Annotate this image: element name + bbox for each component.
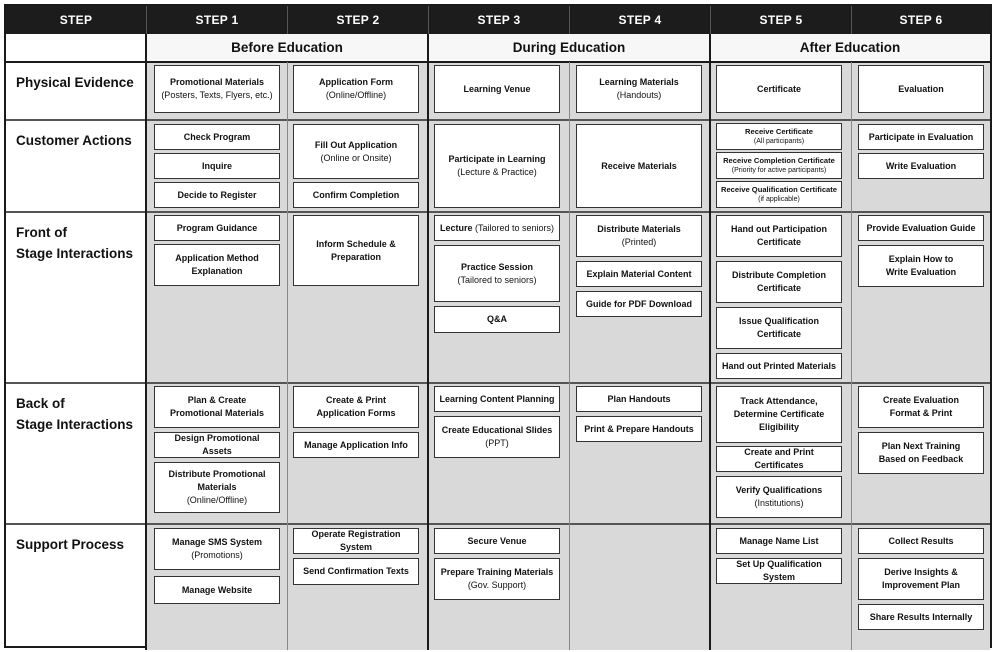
blueprint-card — [716, 261, 842, 303]
blueprint-card — [154, 528, 280, 570]
card-title: Manage SMS System — [171, 537, 263, 547]
blueprint-card — [858, 245, 984, 287]
card-title: Secure Venue — [467, 535, 527, 546]
card-title: Program Guidance — [176, 222, 258, 233]
blueprint-card — [154, 182, 280, 208]
blueprint-card — [858, 432, 984, 474]
card-title: Verify Qualifications — [735, 485, 823, 495]
header-step-label: STEP — [6, 6, 146, 34]
blueprint-card — [293, 558, 419, 585]
card-subtitle: (Gov. Support) — [467, 580, 527, 590]
card-subtitle: (Online/Offline) — [186, 495, 248, 505]
row-physical-evidence: Physical Evidence — [16, 75, 134, 90]
card-title: Send Confirmation Texts — [303, 566, 409, 576]
card-title: Receive Qualification Certificate — [720, 185, 838, 194]
blueprint-card — [716, 353, 842, 379]
card-title: Fill Out Application — [314, 139, 398, 150]
row-customer-actions: Customer Actions — [16, 133, 132, 148]
card-title: Receive Completion Certificate — [723, 156, 835, 165]
blueprint-card — [716, 123, 842, 150]
blueprint-card — [293, 182, 419, 208]
card-title: Confirm Completion — [312, 189, 400, 200]
blueprint-card — [716, 476, 842, 518]
card-title: Practice Session — [460, 261, 534, 272]
blueprint-card — [434, 215, 560, 241]
card-title: Q&A — [487, 314, 507, 324]
blueprint-card — [154, 462, 280, 513]
blueprint-card — [434, 65, 560, 113]
card-title: Distribute Promotional Materials — [168, 469, 266, 492]
blueprint-card — [293, 386, 419, 428]
card-title: Plan & Create Promotional Materials — [169, 395, 265, 418]
blueprint-card — [154, 215, 280, 241]
card-title: Distribute Completion Certificate — [732, 270, 826, 293]
card-title: Design Promotional Assets — [174, 433, 260, 456]
blueprint-card — [716, 446, 842, 472]
card-title: Receive Certificate — [745, 127, 813, 136]
blueprint-card — [154, 432, 280, 458]
card-title: Receive Materials — [601, 160, 677, 171]
card-title: Create Educational Slides — [441, 425, 553, 435]
card-title: Explain How to Write Evaluation — [885, 254, 957, 277]
blueprint-card — [858, 604, 984, 630]
blueprint-card — [154, 244, 280, 286]
blueprint-card — [716, 215, 842, 257]
card-title: Manage Website — [181, 584, 253, 595]
card-title: Issue Qualification Certificate — [738, 316, 820, 339]
card-subtitle: (Tailored to seniors) — [457, 274, 537, 285]
blueprint-card — [858, 528, 984, 554]
card-title: Provide Evaluation Guide — [866, 222, 976, 233]
card-title: Certificate — [756, 83, 801, 94]
row-back-stage: Back of Stage Interactions — [16, 396, 134, 432]
phase-during-education: During Education — [428, 34, 710, 62]
card-title: Create and Print Certificates — [744, 447, 814, 470]
card-title: Learning Materials — [599, 77, 679, 87]
step-divider — [851, 62, 852, 650]
blueprint-card — [858, 65, 984, 113]
card-title: Application Method Explanation — [175, 253, 259, 276]
blueprint-card — [154, 124, 280, 150]
card-title: Check Program — [183, 131, 251, 142]
phase-spacer — [6, 34, 146, 62]
card-title: Guide for PDF Download — [586, 298, 692, 309]
card-title: Create Evaluation Format & Print — [882, 395, 960, 418]
blueprint-card — [293, 124, 419, 179]
blueprint-card — [576, 386, 702, 412]
blueprint-card — [434, 245, 560, 302]
blueprint-card — [576, 291, 702, 317]
card-subtitle: (Posters, Texts, Flyers, etc.) — [161, 90, 273, 100]
row-divider — [6, 382, 990, 384]
blueprint-card — [576, 65, 702, 113]
row-divider — [6, 523, 990, 525]
card-subtitle: (if applicable) — [758, 195, 800, 203]
card-title: Track Attendance, Determine Certificate Eligibility — [733, 396, 825, 432]
phase-after-education: After Education — [710, 34, 990, 62]
card-title: Plan Next Training Based on Feedback — [878, 441, 964, 464]
card-title: Hand out Participation Certificate — [730, 224, 827, 247]
card-subtitle: (Online/Offline) — [325, 90, 387, 100]
card-subtitle: (PPT) — [485, 438, 509, 448]
phase-divider — [145, 34, 147, 650]
blueprint-card — [576, 215, 702, 257]
blueprint-card — [293, 65, 419, 113]
card-title: Manage Name List — [739, 535, 819, 546]
card-title: Share Results Internally — [869, 611, 973, 622]
card-subtitle: (Institutions) — [754, 498, 804, 508]
card-title: Set Up Qualification System — [736, 559, 822, 582]
header-step-4: STEP 4 — [569, 6, 710, 34]
card-subtitle: (All participants) — [753, 137, 805, 145]
header-step-3: STEP 3 — [428, 6, 569, 34]
blueprint-card — [716, 307, 842, 349]
blueprint-card — [858, 386, 984, 428]
card-title: Write Evaluation — [885, 160, 957, 171]
card-title: Lecture — [439, 222, 473, 233]
blueprint-card — [576, 261, 702, 287]
card-title: Application Form — [319, 77, 393, 87]
card-title: Manage Application Info — [304, 439, 408, 450]
card-title-row — [440, 222, 554, 235]
card-subtitle: (Priority for active participants) — [731, 166, 827, 174]
card-title: Participate in Evaluation — [868, 131, 974, 142]
blueprint-card — [434, 416, 560, 458]
card-title: Explain Material Content — [586, 268, 692, 279]
card-subtitle: (Lecture & Practice) — [457, 167, 537, 177]
row-front-stage: Front of Stage Interactions — [16, 225, 134, 261]
phase-before-education: Before Education — [146, 34, 428, 62]
card-subtitle: (Tailored to seniors) — [472, 222, 555, 233]
card-title: Hand out Printed Materials — [721, 360, 837, 371]
card-subtitle: (Handouts) — [616, 90, 662, 100]
row-divider — [6, 119, 990, 121]
card-title: Promotional Materials — [169, 77, 265, 87]
card-title: Evaluation — [898, 83, 944, 94]
blueprint-card — [293, 528, 419, 554]
blueprint-card — [858, 558, 984, 600]
card-title: Collect Results — [888, 535, 954, 546]
blueprint-card — [716, 386, 842, 443]
blueprint-card — [434, 558, 560, 600]
blueprint-card — [154, 576, 280, 604]
card-title: Derive Insights & Improvement Plan — [881, 567, 961, 590]
blueprint-card — [716, 152, 842, 179]
card-subtitle: (Online or Onsite) — [320, 152, 392, 163]
blueprint-card — [434, 124, 560, 208]
card-title: Prepare Training Materials — [440, 567, 554, 577]
blueprint-card — [716, 528, 842, 554]
card-subtitle: (Promotions) — [191, 550, 243, 560]
card-title: Learning Venue — [463, 83, 531, 94]
header-step-2: STEP 2 — [287, 6, 428, 34]
blueprint-card — [716, 181, 842, 208]
row-divider — [6, 61, 990, 63]
card-title: Inquire — [201, 160, 232, 171]
blueprint-card — [154, 386, 280, 428]
row-divider — [6, 211, 990, 213]
blueprint-card — [434, 386, 560, 412]
blueprint-card — [858, 124, 984, 150]
blueprint-card — [576, 416, 702, 442]
card-title: Decide to Register — [177, 189, 257, 200]
blueprint-card — [858, 153, 984, 179]
header-step-1: STEP 1 — [146, 6, 287, 34]
card-title: Participate in Learning — [448, 154, 546, 164]
header-step-5: STEP 5 — [710, 6, 851, 34]
header-step-6: STEP 6 — [851, 6, 990, 34]
blueprint-card — [576, 124, 702, 208]
blueprint-card — [858, 215, 984, 241]
blueprint-card — [154, 65, 280, 113]
blueprint-card — [293, 432, 419, 458]
blueprint-card — [716, 558, 842, 584]
blueprint-card — [293, 215, 419, 286]
step-divider — [569, 62, 570, 650]
phase-divider — [709, 34, 711, 650]
card-subtitle: (Printed) — [621, 237, 657, 247]
blueprint-card — [434, 528, 560, 554]
card-title: Distribute Materials — [597, 224, 681, 234]
card-title: Inform Schedule & Preparation — [316, 238, 396, 262]
card-title: Learning Content Planning — [439, 393, 555, 404]
row-support-process: Support Process — [16, 537, 125, 552]
phase-divider — [427, 34, 429, 650]
card-title: Print & Prepare Handouts — [584, 423, 694, 434]
card-title: Operate Registration System — [311, 529, 401, 552]
blueprint-card — [154, 153, 280, 179]
blueprint-card — [434, 306, 560, 333]
step-divider — [287, 62, 288, 650]
card-title: Create & Print Application Forms — [316, 395, 396, 418]
card-title: Plan Handouts — [607, 393, 671, 404]
blueprint-card — [716, 65, 842, 113]
service-blueprint — [4, 4, 992, 648]
